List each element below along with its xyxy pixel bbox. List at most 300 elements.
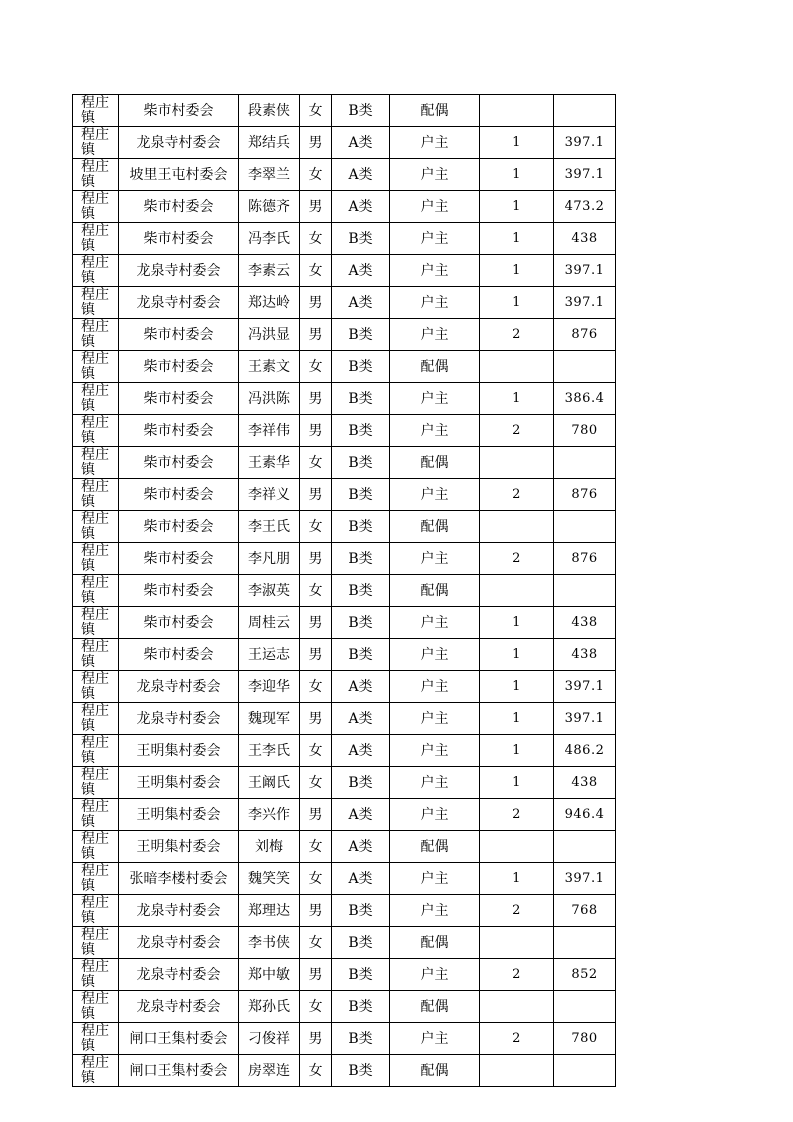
gender-cell: 女 <box>300 159 332 191</box>
relation-cell: 配偶 <box>390 351 480 383</box>
gender-cell: 女 <box>300 991 332 1023</box>
relation-cell: 配偶 <box>390 447 480 479</box>
category-cell: B类 <box>332 607 390 639</box>
town-text: 程庄镇 <box>81 831 109 862</box>
name-cell: 魏现军 <box>239 703 300 735</box>
table-row <box>73 703 616 735</box>
name-cell: 郑孙氏 <box>239 991 300 1023</box>
town-text: 程庄镇 <box>81 927 109 958</box>
village-cell: 王明集村委会 <box>119 799 239 831</box>
count-cell <box>480 95 554 127</box>
town-cell <box>73 415 119 447</box>
category-cell: B类 <box>332 1055 390 1087</box>
data-table <box>72 94 616 1087</box>
name-cell: 段素侠 <box>239 95 300 127</box>
town-text: 程庄镇 <box>81 319 109 350</box>
town-cell <box>73 735 119 767</box>
gender-cell: 男 <box>300 287 332 319</box>
count-cell: 2 <box>480 895 554 927</box>
town-cell <box>73 351 119 383</box>
village-cell: 龙泉寺村委会 <box>119 703 239 735</box>
amount-cell <box>554 575 616 607</box>
town-text: 程庄镇 <box>81 415 109 446</box>
name-cell: 房翠连 <box>239 1055 300 1087</box>
count-cell <box>480 991 554 1023</box>
gender-cell: 女 <box>300 1055 332 1087</box>
table-row <box>73 511 616 543</box>
town-text: 程庄镇 <box>81 735 109 766</box>
gender-cell: 女 <box>300 831 332 863</box>
relation-cell: 户主 <box>390 799 480 831</box>
amount-cell <box>554 511 616 543</box>
amount-cell: 473.2 <box>554 191 616 223</box>
village-cell: 柴市村委会 <box>119 351 239 383</box>
gender-cell: 男 <box>300 1023 332 1055</box>
count-cell: 2 <box>480 543 554 575</box>
table-row <box>73 319 616 351</box>
village-cell: 柴市村委会 <box>119 223 239 255</box>
gender-cell: 女 <box>300 575 332 607</box>
village-cell: 柴市村委会 <box>119 575 239 607</box>
town-text: 程庄镇 <box>81 223 109 254</box>
name-cell: 王李氏 <box>239 735 300 767</box>
amount-cell: 397.1 <box>554 287 616 319</box>
name-cell: 冯洪显 <box>239 319 300 351</box>
table-row <box>73 447 616 479</box>
relation-cell: 户主 <box>390 607 480 639</box>
gender-cell: 女 <box>300 927 332 959</box>
village-cell: 龙泉寺村委会 <box>119 127 239 159</box>
relation-cell: 配偶 <box>390 927 480 959</box>
name-cell: 李淑英 <box>239 575 300 607</box>
name-cell: 陈德齐 <box>239 191 300 223</box>
category-cell: B类 <box>332 895 390 927</box>
name-cell: 李祥伟 <box>239 415 300 447</box>
amount-cell: 876 <box>554 479 616 511</box>
category-cell: B类 <box>332 959 390 991</box>
gender-cell: 女 <box>300 735 332 767</box>
town-cell <box>73 127 119 159</box>
town-cell <box>73 95 119 127</box>
village-cell: 龙泉寺村委会 <box>119 959 239 991</box>
town-text: 程庄镇 <box>81 703 109 734</box>
table-row <box>73 607 616 639</box>
amount-cell: 397.1 <box>554 255 616 287</box>
table-row <box>73 863 616 895</box>
count-cell <box>480 351 554 383</box>
village-cell: 柴市村委会 <box>119 191 239 223</box>
amount-cell <box>554 447 616 479</box>
category-cell: B类 <box>332 1023 390 1055</box>
count-cell: 1 <box>480 639 554 671</box>
village-cell: 王明集村委会 <box>119 767 239 799</box>
table-row <box>73 1055 616 1087</box>
town-cell <box>73 255 119 287</box>
name-cell: 王阚氏 <box>239 767 300 799</box>
town-cell <box>73 159 119 191</box>
amount-cell: 438 <box>554 607 616 639</box>
gender-cell: 女 <box>300 351 332 383</box>
village-cell: 闸口王集村委会 <box>119 1055 239 1087</box>
count-cell: 1 <box>480 863 554 895</box>
count-cell: 1 <box>480 191 554 223</box>
village-cell: 王明集村委会 <box>119 735 239 767</box>
gender-cell: 女 <box>300 255 332 287</box>
table-row <box>73 895 616 927</box>
name-cell: 刁俊祥 <box>239 1023 300 1055</box>
name-cell: 李凡朋 <box>239 543 300 575</box>
category-cell: B类 <box>332 479 390 511</box>
village-cell: 柴市村委会 <box>119 447 239 479</box>
name-cell: 冯洪陈 <box>239 383 300 415</box>
village-cell: 柴市村委会 <box>119 415 239 447</box>
category-cell: B类 <box>332 639 390 671</box>
town-cell <box>73 991 119 1023</box>
count-cell: 1 <box>480 255 554 287</box>
relation-cell: 户主 <box>390 1023 480 1055</box>
town-text: 程庄镇 <box>81 991 109 1022</box>
amount-cell <box>554 927 616 959</box>
name-cell: 郑结兵 <box>239 127 300 159</box>
count-cell: 1 <box>480 607 554 639</box>
amount-cell <box>554 1055 616 1087</box>
relation-cell: 户主 <box>390 319 480 351</box>
relation-cell: 户主 <box>390 639 480 671</box>
count-cell <box>480 447 554 479</box>
table-row <box>73 383 616 415</box>
count-cell: 1 <box>480 287 554 319</box>
town-cell <box>73 863 119 895</box>
table-row <box>73 415 616 447</box>
table-row <box>73 767 616 799</box>
relation-cell: 户主 <box>390 255 480 287</box>
table-row <box>73 159 616 191</box>
town-text: 程庄镇 <box>81 351 109 382</box>
amount-cell: 397.1 <box>554 671 616 703</box>
town-text: 程庄镇 <box>81 607 109 638</box>
gender-cell: 男 <box>300 639 332 671</box>
gender-cell: 男 <box>300 959 332 991</box>
category-cell: A类 <box>332 703 390 735</box>
name-cell: 刘梅 <box>239 831 300 863</box>
table-row <box>73 191 616 223</box>
relation-cell: 户主 <box>390 959 480 991</box>
town-cell <box>73 799 119 831</box>
town-text: 程庄镇 <box>81 447 109 478</box>
category-cell: B类 <box>332 319 390 351</box>
relation-cell: 户主 <box>390 479 480 511</box>
category-cell: B类 <box>332 991 390 1023</box>
town-text: 程庄镇 <box>81 127 109 158</box>
gender-cell: 女 <box>300 95 332 127</box>
category-cell: B类 <box>332 767 390 799</box>
gender-cell: 男 <box>300 127 332 159</box>
relation-cell: 配偶 <box>390 1055 480 1087</box>
table-row <box>73 255 616 287</box>
gender-cell: 男 <box>300 383 332 415</box>
amount-cell: 852 <box>554 959 616 991</box>
relation-cell: 户主 <box>390 287 480 319</box>
count-cell: 1 <box>480 703 554 735</box>
town-text: 程庄镇 <box>81 863 109 894</box>
village-cell: 柴市村委会 <box>119 95 239 127</box>
category-cell: A类 <box>332 671 390 703</box>
town-cell <box>73 831 119 863</box>
name-cell: 李翠兰 <box>239 159 300 191</box>
amount-cell: 780 <box>554 1023 616 1055</box>
count-cell: 1 <box>480 671 554 703</box>
table-row <box>73 351 616 383</box>
name-cell: 王素华 <box>239 447 300 479</box>
category-cell: A类 <box>332 127 390 159</box>
count-cell: 2 <box>480 479 554 511</box>
table-row <box>73 799 616 831</box>
village-cell: 柴市村委会 <box>119 511 239 543</box>
count-cell <box>480 927 554 959</box>
town-text: 程庄镇 <box>81 1055 109 1086</box>
category-cell: B类 <box>332 575 390 607</box>
count-cell: 2 <box>480 959 554 991</box>
town-cell <box>73 447 119 479</box>
relation-cell: 户主 <box>390 383 480 415</box>
table-row <box>73 639 616 671</box>
relation-cell: 户主 <box>390 895 480 927</box>
count-cell: 1 <box>480 767 554 799</box>
category-cell: B类 <box>332 415 390 447</box>
table-row <box>73 287 616 319</box>
amount-cell <box>554 831 616 863</box>
gender-cell: 女 <box>300 863 332 895</box>
town-cell <box>73 191 119 223</box>
relation-cell: 户主 <box>390 735 480 767</box>
table-row <box>73 959 616 991</box>
table-row <box>73 575 616 607</box>
town-text: 程庄镇 <box>81 255 109 286</box>
town-cell <box>73 383 119 415</box>
relation-cell: 户主 <box>390 767 480 799</box>
town-text: 程庄镇 <box>81 191 109 222</box>
amount-cell: 876 <box>554 543 616 575</box>
category-cell: B类 <box>332 447 390 479</box>
town-cell <box>73 639 119 671</box>
gender-cell: 女 <box>300 767 332 799</box>
amount-cell <box>554 95 616 127</box>
category-cell: B类 <box>332 927 390 959</box>
town-cell <box>73 767 119 799</box>
table-row <box>73 927 616 959</box>
amount-cell: 397.1 <box>554 159 616 191</box>
name-cell: 郑中敏 <box>239 959 300 991</box>
count-cell: 1 <box>480 383 554 415</box>
amount-cell: 438 <box>554 223 616 255</box>
name-cell: 郑达岭 <box>239 287 300 319</box>
name-cell: 李素云 <box>239 255 300 287</box>
gender-cell: 女 <box>300 223 332 255</box>
name-cell: 周桂云 <box>239 607 300 639</box>
category-cell: B类 <box>332 223 390 255</box>
village-cell: 龙泉寺村委会 <box>119 255 239 287</box>
amount-cell: 397.1 <box>554 863 616 895</box>
amount-cell: 946.4 <box>554 799 616 831</box>
village-cell: 柴市村委会 <box>119 479 239 511</box>
relation-cell: 户主 <box>390 415 480 447</box>
category-cell: A类 <box>332 831 390 863</box>
relation-cell: 配偶 <box>390 831 480 863</box>
town-text: 程庄镇 <box>81 511 109 542</box>
table-row <box>73 223 616 255</box>
category-cell: A类 <box>332 191 390 223</box>
count-cell <box>480 575 554 607</box>
town-text: 程庄镇 <box>81 767 109 798</box>
relation-cell: 户主 <box>390 191 480 223</box>
table-row <box>73 671 616 703</box>
category-cell: A类 <box>332 159 390 191</box>
village-cell: 柴市村委会 <box>119 543 239 575</box>
table-row <box>73 127 616 159</box>
table-row <box>73 95 616 127</box>
table-body <box>73 95 616 1087</box>
table-row <box>73 991 616 1023</box>
gender-cell: 男 <box>300 191 332 223</box>
count-cell: 1 <box>480 127 554 159</box>
town-cell <box>73 895 119 927</box>
gender-cell: 男 <box>300 543 332 575</box>
gender-cell: 男 <box>300 799 332 831</box>
village-cell: 坡里王屯村委会 <box>119 159 239 191</box>
gender-cell: 女 <box>300 671 332 703</box>
category-cell: B类 <box>332 543 390 575</box>
town-cell <box>73 671 119 703</box>
count-cell: 2 <box>480 319 554 351</box>
town-cell <box>73 511 119 543</box>
village-cell: 龙泉寺村委会 <box>119 991 239 1023</box>
town-cell <box>73 927 119 959</box>
relation-cell: 户主 <box>390 223 480 255</box>
town-cell <box>73 479 119 511</box>
name-cell: 冯李氏 <box>239 223 300 255</box>
village-cell: 龙泉寺村委会 <box>119 671 239 703</box>
relation-cell: 户主 <box>390 863 480 895</box>
gender-cell: 男 <box>300 607 332 639</box>
category-cell: A类 <box>332 799 390 831</box>
category-cell: B类 <box>332 511 390 543</box>
relation-cell: 配偶 <box>390 511 480 543</box>
name-cell: 李书侠 <box>239 927 300 959</box>
town-text: 程庄镇 <box>81 959 109 990</box>
category-cell: B类 <box>332 383 390 415</box>
name-cell: 王运志 <box>239 639 300 671</box>
amount-cell: 876 <box>554 319 616 351</box>
name-cell: 王素文 <box>239 351 300 383</box>
count-cell <box>480 1055 554 1087</box>
category-cell: B类 <box>332 95 390 127</box>
town-cell <box>73 959 119 991</box>
relation-cell: 户主 <box>390 671 480 703</box>
relation-cell: 户主 <box>390 127 480 159</box>
count-cell: 1 <box>480 159 554 191</box>
name-cell: 李王氏 <box>239 511 300 543</box>
town-text: 程庄镇 <box>81 1023 109 1054</box>
town-text: 程庄镇 <box>81 895 109 926</box>
table-row <box>73 1023 616 1055</box>
town-text: 程庄镇 <box>81 575 109 606</box>
relation-cell: 配偶 <box>390 575 480 607</box>
amount-cell: 438 <box>554 767 616 799</box>
category-cell: B类 <box>332 351 390 383</box>
category-cell: A类 <box>332 863 390 895</box>
village-cell: 柴市村委会 <box>119 639 239 671</box>
relation-cell: 户主 <box>390 543 480 575</box>
count-cell <box>480 511 554 543</box>
table-row <box>73 831 616 863</box>
village-cell: 龙泉寺村委会 <box>119 927 239 959</box>
count-cell: 2 <box>480 415 554 447</box>
gender-cell: 男 <box>300 895 332 927</box>
gender-cell: 男 <box>300 479 332 511</box>
count-cell <box>480 831 554 863</box>
gender-cell: 男 <box>300 319 332 351</box>
relation-cell: 配偶 <box>390 95 480 127</box>
category-cell: A类 <box>332 287 390 319</box>
village-cell: 柴市村委会 <box>119 319 239 351</box>
name-cell: 李兴作 <box>239 799 300 831</box>
village-cell: 王明集村委会 <box>119 831 239 863</box>
town-cell <box>73 607 119 639</box>
gender-cell: 男 <box>300 703 332 735</box>
table-row <box>73 543 616 575</box>
table-row <box>73 479 616 511</box>
amount-cell: 397.1 <box>554 703 616 735</box>
gender-cell: 女 <box>300 447 332 479</box>
town-text: 程庄镇 <box>81 639 109 670</box>
town-text: 程庄镇 <box>81 287 109 318</box>
name-cell: 李迎华 <box>239 671 300 703</box>
town-text: 程庄镇 <box>81 479 109 510</box>
town-text: 程庄镇 <box>81 543 109 574</box>
amount-cell <box>554 991 616 1023</box>
name-cell: 郑理达 <box>239 895 300 927</box>
town-text: 程庄镇 <box>81 671 109 702</box>
town-text: 程庄镇 <box>81 159 109 190</box>
village-cell: 龙泉寺村委会 <box>119 895 239 927</box>
amount-cell: 386.4 <box>554 383 616 415</box>
village-cell: 柴市村委会 <box>119 383 239 415</box>
town-text: 程庄镇 <box>81 95 109 126</box>
town-cell <box>73 543 119 575</box>
town-cell <box>73 575 119 607</box>
amount-cell: 486.2 <box>554 735 616 767</box>
town-cell <box>73 703 119 735</box>
town-cell <box>73 1023 119 1055</box>
amount-cell: 768 <box>554 895 616 927</box>
table-row <box>73 735 616 767</box>
village-cell: 张暗李楼村委会 <box>119 863 239 895</box>
town-cell <box>73 223 119 255</box>
count-cell: 1 <box>480 735 554 767</box>
name-cell: 魏笑笑 <box>239 863 300 895</box>
category-cell: A类 <box>332 735 390 767</box>
town-cell <box>73 287 119 319</box>
name-cell: 李祥义 <box>239 479 300 511</box>
gender-cell: 女 <box>300 511 332 543</box>
village-cell: 柴市村委会 <box>119 607 239 639</box>
relation-cell: 户主 <box>390 159 480 191</box>
relation-cell: 户主 <box>390 703 480 735</box>
town-text: 程庄镇 <box>81 383 109 414</box>
town-cell <box>73 319 119 351</box>
village-cell: 闸口王集村委会 <box>119 1023 239 1055</box>
town-text: 程庄镇 <box>81 799 109 830</box>
